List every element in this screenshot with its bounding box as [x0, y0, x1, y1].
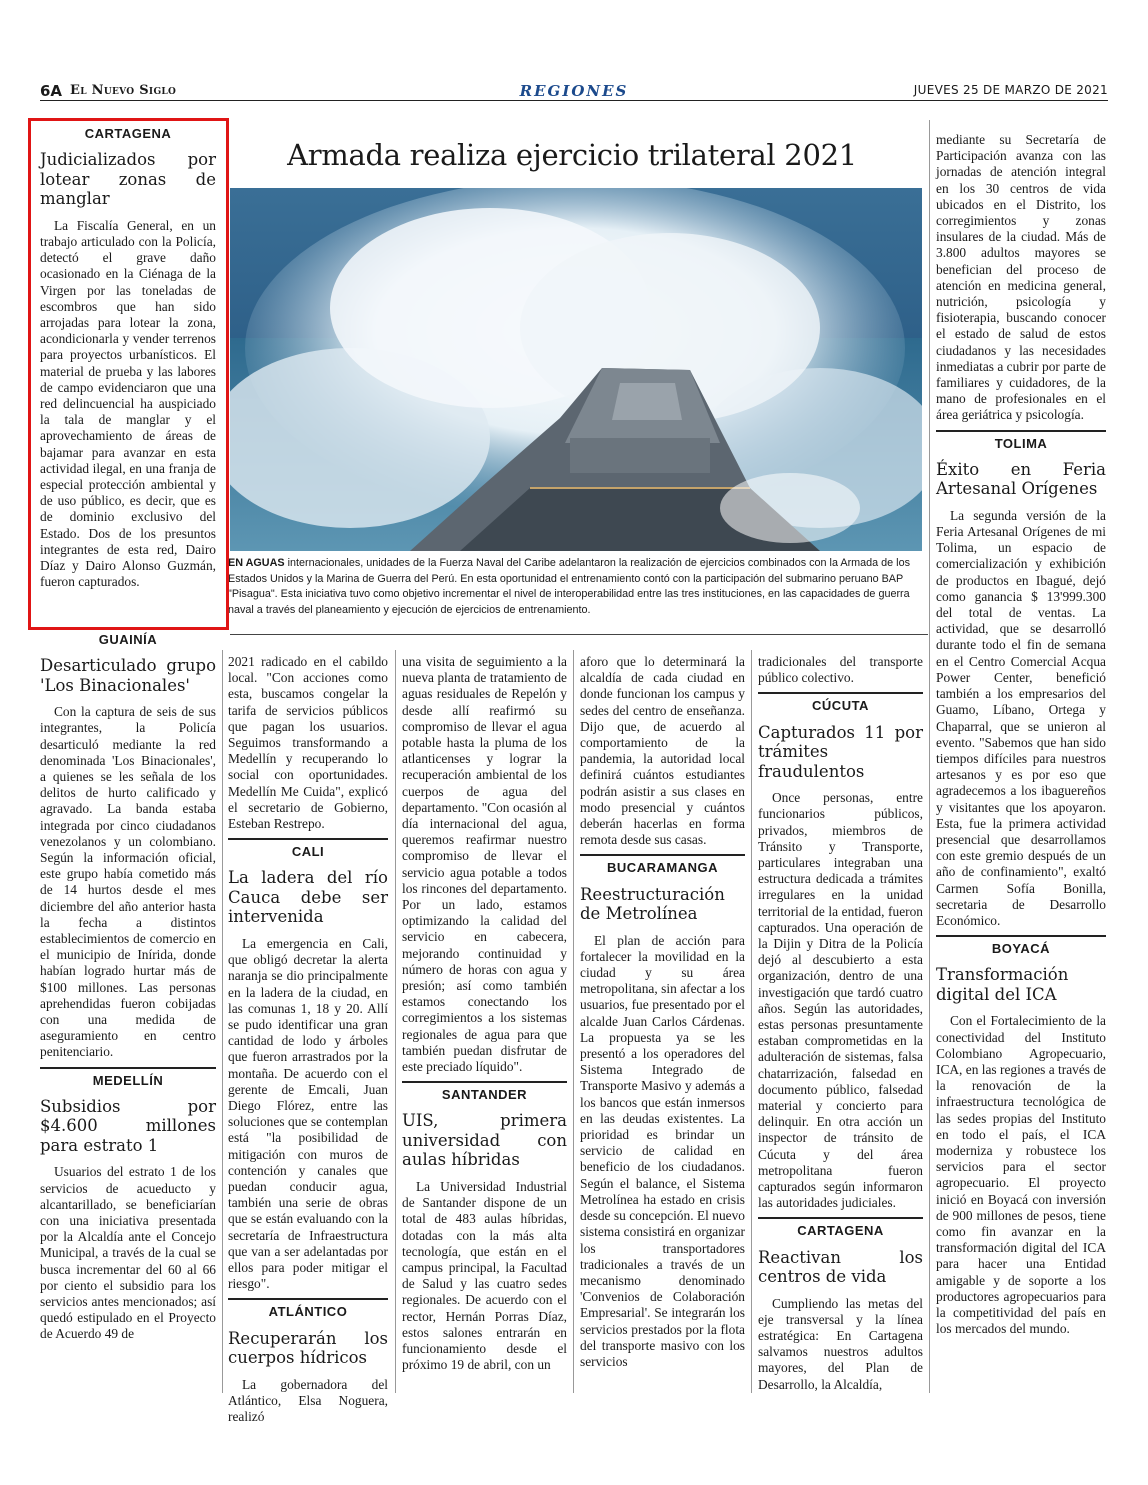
article-body: La emergencia en Cali, que obligó decretar la alerta naranja se dio principalmente en la ladera de la ciudad, en las comunas 1, 18 y 20. Allí se pudo identificar una gran cantidad de lodo y árboles que fueron arrastrados por la montaña. De acuerdo con el gerente de Emcali, Juan Diego Flórez, entre las soluciones que se contemplan está "la posibilidad de mitigación con muros de contención y canales que puedan conducir agua, también una serie de obras que se están evaluando con la secretaría de Infraestructura que van a ser adelantadas por ellos para poder mitigar el riesgo". — [228, 935, 388, 1292]
article-body-continued: una visita de seguimiento a la nueva planta de tratamiento de aguas residuales de Repelón y desde allí reafirmó su compromiso de llevar el agua potable hasta la pluma de los atlanticenses y lograr la recuperación ambiental de los cuerpos de agua del departamento. "Con ocasión al día internacional del agua, queremos reafirmar nuestro compromiso de llevar el servicio agua potable a todos los rincones del departamento. Por un lado, estamos optimizando la calidad del servicio en cabecera, mejorando continuidad y número de horas con agua y presión; así como también estamos conectando los corregimientos a los sistemas regionales de agua para que también puedan disfrutar de este preciado líquido". — [402, 654, 567, 1075]
article-body: La gobernadora del Atlántico, Elsa Noguera, realizó — [228, 1376, 388, 1425]
column-3 — [402, 654, 567, 1373]
section-label: ATLÁNTICO — [228, 1298, 388, 1320]
article-headline: Desarticulado grupo 'Los Binacionales' — [40, 656, 216, 695]
section-label: BOYACÁ — [936, 935, 1106, 957]
article-headline: Éxito en Feria Artesanal Orígenes — [936, 459, 1106, 499]
page-header — [40, 82, 1108, 100]
article-body: La Universidad Industrial de Santander dispone de un total de 483 aulas híbridas, dotadas con la más alta tecnología, que están en el campus principal, la Facultad de Salud y las cuatro sedes regionales. De acuerdo con el rector, Hernán Porras Díaz, estos salones entrarán en funcionamiento desde el próximo 19 de abril, con un — [402, 1178, 567, 1373]
article-body: La Fiscalía General, en un trabajo articulado con la Policía, detectó el grave daño ocasionado en la Ciénaga de la Virgen por las toneladas de escombros que han sido arrojadas para lotear la zona, acondicionarla y vender terrenos para proyectos urbanísticos. El material de prueba y las labores de campo evidenciaron que una red delincuencial ha auspiciado la tala de manglar y el aprovechamiento de áreas de bajamar para avanzar en esta actividad ilegal, en una franja de especial protección ambiental y de uso público, es decir, que es de dominio exclusivo del Estado. Dos de los presuntos integrantes de esta red, Dairo Díaz y Dairo Alonso Guzmán, fueron capturados. — [40, 217, 216, 590]
column-divider — [395, 650, 396, 1393]
article-body-continued: tradicionales del transporte público colectivo. — [758, 654, 923, 686]
article-body: Once personas, entre funcionarios públicos, privados, miembros de Tránsito y Transporte, particulares integraban una estructura dedicada a trámites irregulares en la unidad territorial de la entidad, fueron capturados. Una operación de la Dijin y Ditra de la Policía dejó al descubierto a esta organización, dentro de una investigación que tardó cuatro años. Según las autoridades, estas personas presuntamente estaban comprometidas en la adulteración de sistemas, falsa chatarrización, falsedad en documento público, falsedad material y concierto para delinquir. En otra acción un inspector de tránsito de Cúcuta y del área metropolitana fueron capturados según informaron las autoridades judiciales. — [758, 790, 923, 1211]
article-cartagena-manglar — [40, 122, 216, 590]
feature-headline: Armada realiza ejercicio trilateral 2021 — [287, 138, 857, 172]
article-headline: UIS, primera universidad con aulas híbridas — [402, 1111, 567, 1170]
section-label: SANTANDER — [402, 1081, 567, 1103]
caption-text: internacionales, unidades de la Fuerza Naval del Caribe adelantaron la realización de ejercicios combinados con la Armada de los Estados Unidos y la Marina de Guerra del Perú. En esta oportunidad el entrenamiento contó con la participación del submarino peruano BAP "Pisagua". Esta iniciativa tuvo como objetivo incrementar el nivel de interoperabilidad entre las tres instituciones, en las capacidades de guerra naval a través del planeamiento y ejecución de ejercicios de entrenamiento. — [228, 557, 910, 616]
section-label: GUAINÍA — [98, 632, 158, 647]
article-headline: Subsidios por $4.600 millones para estrato 1 — [40, 1096, 216, 1155]
column-divider — [751, 650, 752, 1393]
section-label: BUCARAMANGA — [580, 854, 745, 876]
article-body-continued: aforo que lo determinará la alcaldía de cada ciudad en donde funcionan los campus y sedes del centro de enseñanza. Dijo que, de acuerdo al comportamiento de la pandemia, la autoridad local definirá cuántos estudiantes podrán asistir a sus clases en modo presencial y cuántos deberán hacerlas en forma remota desde sus casas. — [580, 654, 745, 848]
feature-photo — [230, 188, 922, 551]
section-label: TOLIMA — [936, 430, 1106, 452]
article-body: El plan de acción para fortalecer la movilidad en la ciudad y su área metropolitana, sin afectar a los usuarios, fue presentado por el alcalde Juan Carlos Cárdenas. La propuesta ya se les presentó a los operadores del Sistema Integrado de Transporte Masivo y además a los bancos que están inmersos en las deudas existentes. La prioridad es brindar un servicio de calidad en beneficio de los ciudadanos. Según el balance, el Sistema Metrolínea ha estado en crisis desde su concepción. El nuevo sistema consistirá en organizar los transportadores tradicionales a través de un mecanismo denominado 'Convenios de Colaboración Empresarial'. Se integrarán los servicios prestados por la flota del transporte masivo con los servicios — [580, 932, 745, 1369]
caption-lead: EN AGUAS — [228, 557, 285, 569]
section-label: CARTAGENA — [758, 1217, 923, 1239]
section-label: MEDELLÍN — [40, 1067, 216, 1089]
warship-waves-image — [230, 188, 922, 551]
article-body: Usuarios del estrato 1 de los servicios de acueducto y alcantarillado, se beneficiarían con una iniciativa presentada por la Alcaldía ante el Concejo Municipal, a través de la cual se busca incrementar del 60 al 66 por ciento el subsidio para los servicios antes mencionados; así quedó estipulado en el Proyecto de Acuerdo 49 de — [40, 1164, 216, 1342]
article-body-continued: mediante su Secretaría de Participación avanza con las jornadas de atención integral en los 30 centros de vida ubicados en el Distrito, los corregimientos y zonas insulares de la ciudad. Más de 3.800 adultos mayores se benefician del proceso de atención en medicina general, nutrición, psicología y fisioterapia, buscando conocer el estado de salud de estos ciudadanos y las necesidades inmediatas a cubrir por parte de familiares y cuidadores, de la mano de profesionales en el área geriátrica y psicología. — [936, 132, 1106, 423]
section-label: CÚCUTA — [758, 692, 923, 714]
caption-rule — [230, 634, 928, 635]
column-divider — [573, 650, 574, 1393]
section-label: CARTAGENA — [84, 126, 172, 141]
article-body: Cumpliendo las metas del eje transversal y la línea estratégica: En Cartagena salvamos nuestros adultos mayores, del Plan de Desarrollo, la Alcaldía, — [758, 1295, 923, 1392]
article-body: Con el Fortalecimiento de la conectividad del Instituto Colombiano Agropecuario, ICA, en las regiones a través de la renovación de la infraestructura tecnológica de las sedes propias del Instituto en todo el país, el ICA moderniza y robustece los servicios para el sector agropecuario. El proyecto inició en Boyacá con inversión de 900 millones de pesos, tiene como fin avanzar en la transformación digital del ICA para hacer una Entidad amigable y de soporte a los productores agropecuarios para la competitividad del país en los mercados del mundo. — [936, 1013, 1106, 1337]
column-6 — [936, 132, 1106, 1337]
article-headline: Judicializados por lotear zonas de manglar — [40, 150, 216, 209]
article-headline: Reestructuración de Metrolínea — [580, 884, 725, 924]
photo-caption — [228, 556, 918, 618]
section-label: CALI — [228, 838, 388, 860]
column-1 — [40, 628, 216, 1343]
page-number: 6A — [40, 82, 63, 100]
article-body: La segunda versión de la Feria Artesanal Orígenes de mi Tolima, un espacio de comercialización y exhibición de productos en Ibagué, dejó como ganancia $ 13'999.300 del total de ventas. La actividad, que se desarrolló durante todo el fin de semana en el Centro Comercial Acqua Power Center, benefició también a los empresarios del Guamo, Líbano, Ortega y Chaparral, que se unieron al evento. "Sabemos que han sido tiempos difíciles para nuestros artesanos y es por eso que agradecemos a los ibaguereños y visitantes que los apoyaron. Esta, fue la primera actividad presencial que desarrollamos con este gremio después de un año de confinamiento", exaltó Carmen Sofía Bonilla, secretaria de Desarrollo Económico. — [936, 507, 1106, 928]
article-headline: Recuperarán los cuerpos hídricos — [228, 1328, 388, 1368]
section-title: REGIONES — [519, 82, 629, 100]
masthead-logo: El Nuevo Siglo — [70, 83, 177, 98]
article-body: Con la captura de seis de sus integrantes, la Policía desarticuló mediante la red denominada 'Los Binacionales', a quienes se les señala de los delitos de hurto calificado y agravado. La banda estaba integrada por cinco ciudadanos venezolanos y un colombiano. Según la información oficial, este grupo había cometido más de 14 hurtos desde el mes diciembre del año anterior hasta la fecha a distintos establecimientos de comercio en el municipio de Inírida, donde habían logrado hurtar más de $100 millones. Las personas aprehendidas fueron cobijadas con una medida de aseguramiento en centro penitenciario. — [40, 704, 216, 1060]
article-headline: La ladera del río Cauca debe ser intervenida — [228, 868, 388, 927]
column-5 — [758, 654, 923, 1393]
column-divider — [222, 650, 223, 1393]
column-divider — [929, 120, 930, 1393]
column-4 — [580, 654, 745, 1370]
article-headline: Capturados 11 por trámites fraudulentos — [758, 722, 923, 781]
header-rule — [40, 100, 1108, 101]
article-headline: Transformación digital del ICA — [936, 965, 1069, 1004]
article-body-continued: 2021 radicado en el cabildo local. "Con acciones como esta, buscamos congelar la tarifa de servicios públicos que pagan los usuarios. Seguimos transformando a Medellín y recuperando lo social con oportunidades. Medellín Me Cuida", explicó el secretario de Gobierno, Esteban Restrepo. — [228, 654, 388, 832]
issue-date: JUEVES 25 DE MARZO DE 2021 — [913, 83, 1108, 97]
column-2 — [228, 654, 388, 1425]
article-headline: Reactivan los centros de vida — [758, 1247, 923, 1287]
